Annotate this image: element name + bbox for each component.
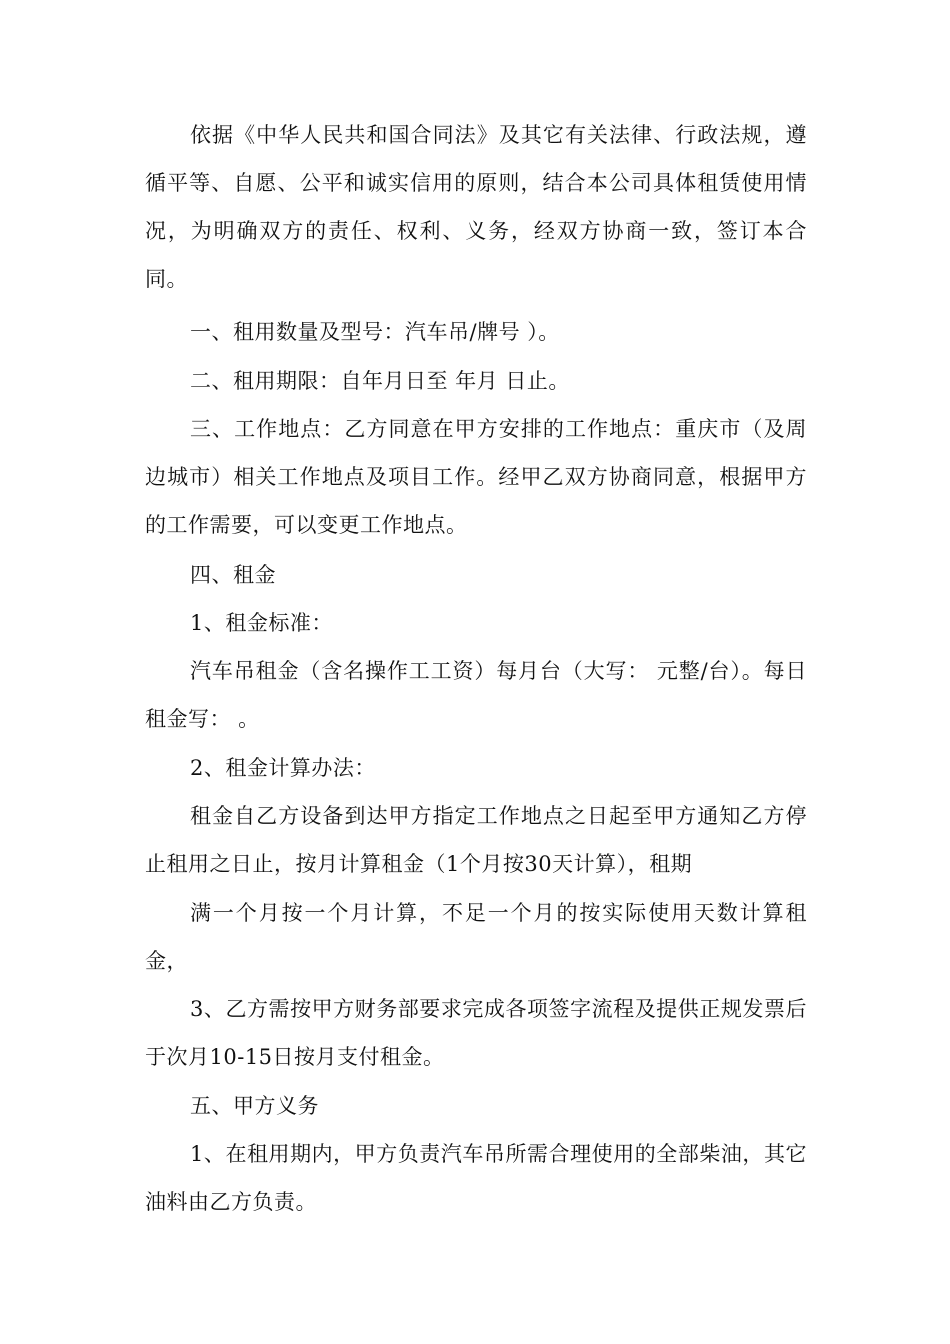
preamble-paragraph: 依据《中华人民共和国合同法》及其它有关法律、行政法规，遵循平等、自愿、公平和诚实信用的原则，结合本公司具体租赁使用情况，为明确双方的责任、权利、义务，经双方协商一致，签订本合同。 [145,123,807,291]
clause-2-rental-period: 二、租用期限：自年月日至 年月 日止。 [190,369,570,393]
clause-1-quantity-model: 一、租用数量及型号：汽车吊/牌号 ）。 [190,320,560,344]
party-a-duty-1: 1、在租用期内，甲方负责汽车吊所需合理使用的全部柴油，其它油料由乙方负责。 [145,1142,807,1214]
clause-5-heading-party-a-duties: 五、甲方义务 [190,1094,319,1118]
rent-standard-text: 汽车吊租金（含名操作工工资）每月台（大写： 元整/台）。每日租金写： 。 [145,659,807,731]
rent-calculation-heading: 2、租金计算办法： [190,756,376,780]
payment-procedure: 3、乙方需按甲方财务部要求完成各项签字流程及提供正规发票后于次月10-15日按月支付租金。 [145,997,807,1069]
rent-standard-heading: 1、租金标准： [190,611,333,635]
clause-4-heading-rent: 四、租金 [190,563,276,587]
clause-3-work-location: 三、工作地点：乙方同意在甲方安排的工作地点：重庆市（及周边城市）相关工作地点及项目工作。经甲乙双方协商同意，根据甲方的工作需要，可以变更工作地点。 [145,417,807,537]
rent-calculation-text: 租金自乙方设备到达甲方指定工作地点之日起至甲方通知乙方停止租用之日止，按月计算租金（1个月按30天计算），租期 [145,804,807,876]
rent-calculation-continued: 满一个月按一个月计算，不足一个月的按实际使用天数计算租金， [145,901,807,973]
